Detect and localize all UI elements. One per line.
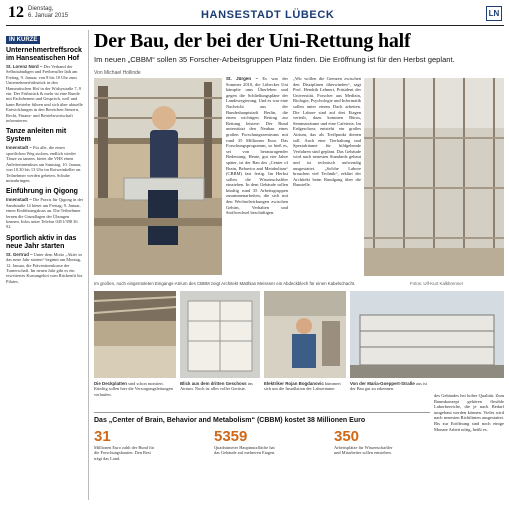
caption-lead: Die Deckplatten xyxy=(94,381,127,386)
fact-item xyxy=(214,429,278,456)
article-continuation xyxy=(434,393,504,503)
issue-date xyxy=(28,6,68,20)
brief-item xyxy=(6,235,84,284)
article-author: Von Michael Hollinde xyxy=(94,70,141,76)
article-subhead: Im neuen „CBBM“ sollen 35 Forscher-Arbeitsgruppen Platz finden. Die Eröffnung ist für den Herbst geplant. xyxy=(94,55,455,64)
newspaper-logo: LN xyxy=(486,6,502,21)
page-header xyxy=(6,4,504,26)
caption-text: aus ist der Bau gut zu erkennen. xyxy=(350,381,428,392)
architect-photo-illustration xyxy=(94,78,222,275)
building-illustration xyxy=(350,291,504,378)
fact-number: 31 xyxy=(94,428,111,445)
scaffolding-illustration xyxy=(364,78,504,276)
building-exterior-photo xyxy=(350,291,504,378)
ceiling-photo xyxy=(94,291,176,378)
article-headline: Der Bau, der bei der Uni-Rettung half xyxy=(94,30,411,52)
brief-text xyxy=(6,252,84,284)
fact-box xyxy=(94,412,430,502)
atrium-illustration xyxy=(180,291,260,378)
article-dateline: St. Jürgen – xyxy=(226,76,259,81)
brief-item xyxy=(6,47,84,123)
brief-text xyxy=(6,197,84,229)
scaffolding-photo xyxy=(364,78,504,276)
brief-title: Unternehmertreffsrock im Hanseatischen Hof xyxy=(6,47,82,62)
brief-body-text: Für alle, die einen sportlichen Weg suchen, endlich wieder Tänze zu tanzen, bietet die VHS einen Anleiterinnenkurs am Samstag, 10. Januar, von 10.30 bis 13 Uhr im Rotweinkeller an. Teilnehmer werden gebeten, Schuhe mitzubringen. xyxy=(6,145,82,183)
brief-dateline: Innenstadt – xyxy=(6,197,32,203)
issue-weekday: Dienstag, xyxy=(28,6,54,12)
fact-text: Quadratmeter Hauptnutzfläche hat das Gebäude auf mehreren Etagen. xyxy=(214,445,276,456)
brief-body-text: Unter dem Motto „Aktiv in das neue Jahr starten“ beginnt am Montag, 12. Januar, die Präventionskurse der Turnerschaft. Im neuen Jahr gibt es ein erweitertes Kursangebot vom Rückenfit bis Pilates. xyxy=(6,251,83,284)
electrician-photo xyxy=(264,291,346,378)
caption-lead: Von der Maria-Goeppert-Straße xyxy=(350,381,415,386)
small-photo-caption xyxy=(264,381,346,411)
main-photo-caption: Im großen, noch eingerüsteten Eingangs-Atrium des CBBM zeigt Architekt Matthias Meissner ein Abdeckblech für einen Kabelschacht. xyxy=(94,281,356,286)
electrician-illustration xyxy=(264,291,346,378)
article-column-1 xyxy=(226,76,288,278)
fact-number: 5359 xyxy=(214,428,248,445)
fact-item xyxy=(334,429,398,456)
brief-title: Einführung in Qigong xyxy=(6,188,78,196)
fact-item xyxy=(94,429,158,461)
fact-number: 350 xyxy=(334,428,360,445)
main-photo-architect xyxy=(94,78,222,275)
news-briefs-column xyxy=(6,28,84,502)
section-title: HANSESTADT LÜBECK xyxy=(201,9,335,21)
kurz-badge: IN KÜRZE xyxy=(6,36,40,44)
brief-dateline: Innenstadt – xyxy=(6,145,32,151)
article-text: Es war der Sommer 2010, die Lübecker Uni kämpfte ums Überleben und gegen die Schließungspläne der Landesregierung. Und es war eine Nachricht aus der Bundeshauptstadt Berlin, die einen wichtigen Beitrag zur Rettung leistete: Der Bund unterstützt den Neubau eines großen Forschungszentrums mit rund 35 Millionen Euro. Das Forschungsprogramm, so hieß es, sei von herausragender Bedeutung. Heute, gut vier Jahre später, ist der Bau des „Center of Brain, Behavior and Metabolism“ (CBBM) fast fertig. Im Herbst sollen die Wissenschaftler einziehen. In dem Gebäude sollen künftig rund 35 Arbeitsgruppen zusammenarbeiten, die sich mit den Wechselwirkungen zwischen Gehirn, Verhalten und Stoffwechsel beschäftigen. xyxy=(226,76,288,216)
article-text: des Gebäudes bei hoher Qualität. Zum Raumkonzept gehören flexible Laborbereiche, die je nach Bedarf umgebaut werden können. Vieles wird nach neuesten Richtlinien ausgestattet. Bis zur Eröffnung sind noch einige Monate Arbeit nötig, heißt es. xyxy=(434,393,504,432)
brief-dateline: St. Gertrud – xyxy=(6,251,33,257)
ceiling-illustration xyxy=(94,291,176,378)
article-column-2 xyxy=(293,76,361,278)
caption-lead: Blick aus dem dritten Geschoss xyxy=(180,381,247,386)
fact-text: Arbeitsplätze für Wissenschaftler und Mitarbeiter sollen entstehen. xyxy=(334,445,393,456)
photo-credit: Fotos: Ulf-Kurt Kalkbrenner xyxy=(410,281,464,286)
brief-item xyxy=(6,188,84,229)
brief-item xyxy=(6,128,84,183)
fact-box-title: Das „Center of Brain, Behavior and Metabolism“ (CBBM) kostet 38 Millionen Euro xyxy=(94,417,366,424)
fact-text: Millionen Euro zahlt der Bund für die Forschungsbauten. Den Rest trägt das Land. xyxy=(94,445,155,461)
brief-dateline: St. Lorenz Nord – xyxy=(6,64,43,69)
brief-text xyxy=(6,145,84,183)
page-number: 12 xyxy=(8,4,24,21)
brief-body-text: Der Verband der Selbstständigen und Freiberufler lädt am Freitag, 9. Januar, von 8 bis 10 Uhr zum Unternehmerfrühstück in den Hanseatischen Hof in der Wisbystraße 7–9 ein. Der Frühstück & mehr ist eine Runde mit Fachthemen und Gespräch, weil und kann Betriebe führen und sich über aktuelle Entwicklungen in den Bereichen Steuern, Recht, Finanz- und Betriebswirtschaft informieren. xyxy=(6,64,83,124)
caption-text: sind schon montiert. Künftig sollen hier die Versorgungsleitungen verlaufen. xyxy=(94,381,173,397)
brief-title: Sportlich aktiv in das neue Jahr starten xyxy=(6,234,77,250)
small-photo-caption xyxy=(94,381,176,411)
column-divider xyxy=(88,30,89,500)
atrium-photo xyxy=(180,291,260,378)
small-photo-caption xyxy=(180,381,260,411)
caption-text: kümmert sich um die Installation der Laborräume. xyxy=(264,381,341,392)
small-photo-caption xyxy=(350,381,430,393)
kurz-header xyxy=(6,28,84,47)
issue-day: 6. Januar 2015 xyxy=(28,13,69,19)
article-text: „Wir wollen die Grenzen zwischen den Disziplinen überwinden“, sagt Prof. Hendrik Lehnert, Präsident der Universität. Forscher aus Medizin, Biologie, Psychologie und Informatik sollen unter einem Dach arbeiten. Die Labore sind auf drei Etagen verteilt, dazu kommen Büros, Seminarräume und eine Cafeteria. Im Erdgeschoss entsteht ein großes Atrium, das als Treffpunkt dienen soll. Auch eine Tierhaltung und Spezialräume für bildgebende Verfahren sind geplant. Das Gebäude wird nach neuesten Standards gebaut und ist technisch aufwendig ausgestattet. „Solche Labore brauchen viel Technik“, erklärt der Architekt beim Rundgang über die Baustelle. xyxy=(293,76,361,188)
brief-body-text: Die Praxis für Qigong in der Sandstraße 14 bietet am Freitag, 9. Januar, einen Einführungskurs an. Die Teilnehmer lernen die Grundlagen der Übungen kennen. Infos unter Telefon 0451/398 36 92. xyxy=(6,197,84,230)
brief-text xyxy=(6,64,84,123)
caption-text: ins Atrium. Noch ist alles voller Gerüste. xyxy=(180,381,253,392)
brief-title: Tanze anleiten mit System xyxy=(6,128,67,144)
caption-lead: Elektriker Rojan Bogdanovic xyxy=(264,381,324,386)
